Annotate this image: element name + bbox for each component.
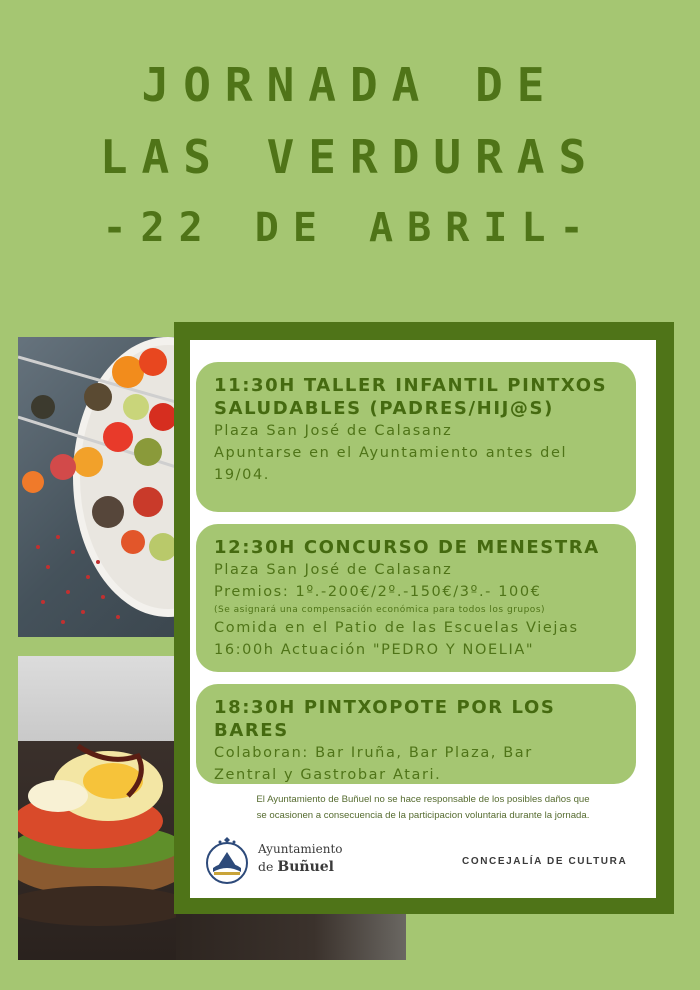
logo-title: Ayuntamiento [258, 842, 343, 856]
event-1-location: Plaza San José de Calasanz [214, 423, 453, 439]
title-line-2: LAS VERDURAS [99, 130, 601, 184]
event-2-location: Plaza San José de Calasanz [214, 562, 453, 578]
event-2-performance: 16:00h Actuación "PEDRO Y NOELIA" [214, 642, 535, 658]
table-photo-strip [176, 912, 406, 960]
event-3-info-line-2: Zentral y Gastrobar Atari. [214, 767, 442, 783]
event-2-prizes: Premios: 1º.-200€/2º.-150€/3º.- 100€ [214, 584, 542, 600]
pintxo-toast-photo [18, 656, 176, 960]
event-1-info-line-2: 19/04. [214, 467, 270, 483]
event-2-note: (Se asignará una compensación económica para todos los grupos) [214, 605, 546, 615]
disclaimer [196, 792, 650, 824]
event-1-info-line-1: Apuntarse en el Ayuntamiento antes del [214, 445, 568, 461]
event-3-info-line-1: Colaboran: Bar Iruña, Bar Plaza, Bar [214, 745, 533, 761]
ayuntamiento-logo [204, 836, 404, 886]
disclaimer-line-1: El Ayuntamiento de Buñuel no se hace responsable de los posibles daños que [256, 794, 590, 805]
logo-prefix: de [258, 859, 278, 874]
event-2-heading: 12:30H CONCURSO DE MENESTRA [214, 537, 600, 558]
event-card-1 [196, 362, 636, 512]
event-2-meal: Comida en el Patio de las Escuelas Viejas [214, 620, 579, 636]
event-card-2 [196, 524, 636, 672]
department-label: CONCEJALÍA DE CULTURA [462, 856, 628, 867]
title-line-1: JORNADA DE [141, 58, 559, 112]
event-card-3 [196, 684, 636, 784]
disclaimer-line-2: se ocasionen a consecuencia de la participacion voluntaria durante la jornada. [256, 810, 590, 821]
vegetable-skewers-photo [18, 337, 176, 637]
municipal-emblem-icon [204, 836, 250, 890]
event-1-heading-line-2: SALUDABLES (PADRES/HIJ@S) [214, 398, 554, 419]
title-date: -22 DE ABRIL- [102, 205, 598, 251]
event-3-heading: 18:30H PINTXOPOTE POR LOS BARES [214, 697, 556, 741]
logo-town-name: Buñuel [277, 859, 334, 875]
event-1-heading-line-1: 11:30H TALLER INFANTIL PINTXOS [214, 375, 608, 396]
